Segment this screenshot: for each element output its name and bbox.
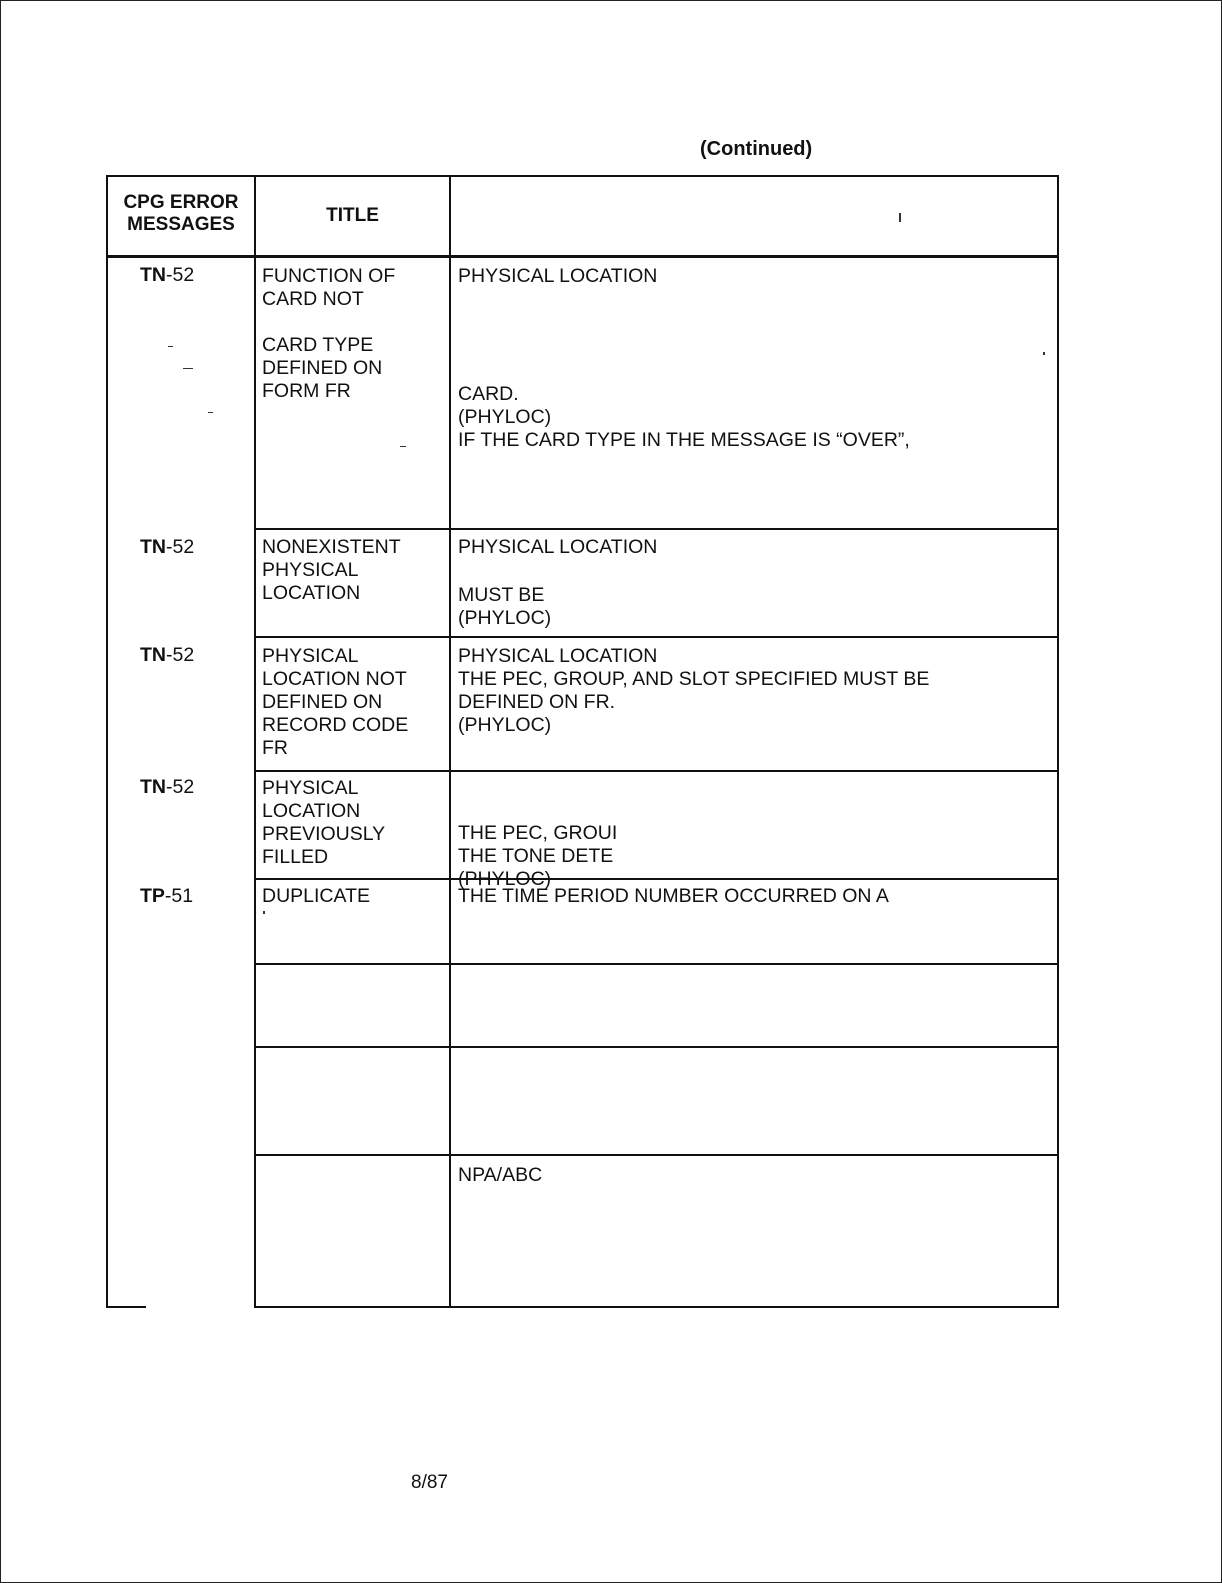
header-title: TITLE [326,205,379,226]
row-3-code: TN-52 [140,644,195,666]
row-2-desc-bottom: MUST BE (PHYLOC) [458,584,552,629]
scan-speck [899,213,901,222]
scan-speck [183,368,193,369]
row-1-desc-top: PHYSICAL LOCATION [458,265,658,287]
row-3-desc-top: PHYSICAL LOCATION THE PEC, GROUP, AND SLOT SPECIFIED MUST BE DEFINED ON FR. (PHYLOC) [458,645,930,736]
row-1-title: FUNCTION OF CARD NOT CARD TYPE DEFINED ON FORM FR [262,265,396,402]
row-1-code: TN-52 [140,264,195,286]
scan-speck [1043,352,1045,355]
scan-speck [208,412,213,413]
row-4-code: TN-52 [140,776,195,798]
row-5-code: TP-51 [140,885,194,907]
row-5-title: DUPLICATE [262,885,370,907]
row-3-title: PHYSICAL LOCATION NOT DEFINED ON RECORD CODE FR [262,645,409,759]
row-1-desc-bottom: CARD. (PHYLOC) IF THE CARD TYPE IN THE MESSAGE IS “OVER”, [458,383,910,451]
scan-speck [263,911,265,914]
header-cpg-error-messages: CPG ERROR MESSAGES [123,192,239,235]
row-4-title: PHYSICAL LOCATION PREVIOUSLY FILLED [262,777,386,868]
row-5-desc-top: THE TIME PERIOD NUMBER OCCURRED ON A [458,885,889,907]
scan-speck [400,446,406,447]
row-2-code: TN-52 [140,536,195,558]
row-4-desc-bottom: THE PEC, GROUI THE TONE DETE (PHYLOC) [458,822,618,890]
scan-speck [168,346,173,347]
continued-label: (Continued) [700,138,813,160]
page-footer-date: 8/87 [411,1472,448,1493]
row-8-desc-top: NPA/ABC [458,1164,543,1186]
row-2-title: NONEXISTENT PHYSICAL LOCATION [262,536,401,604]
row-2-desc-top: PHYSICAL LOCATION [458,536,658,558]
